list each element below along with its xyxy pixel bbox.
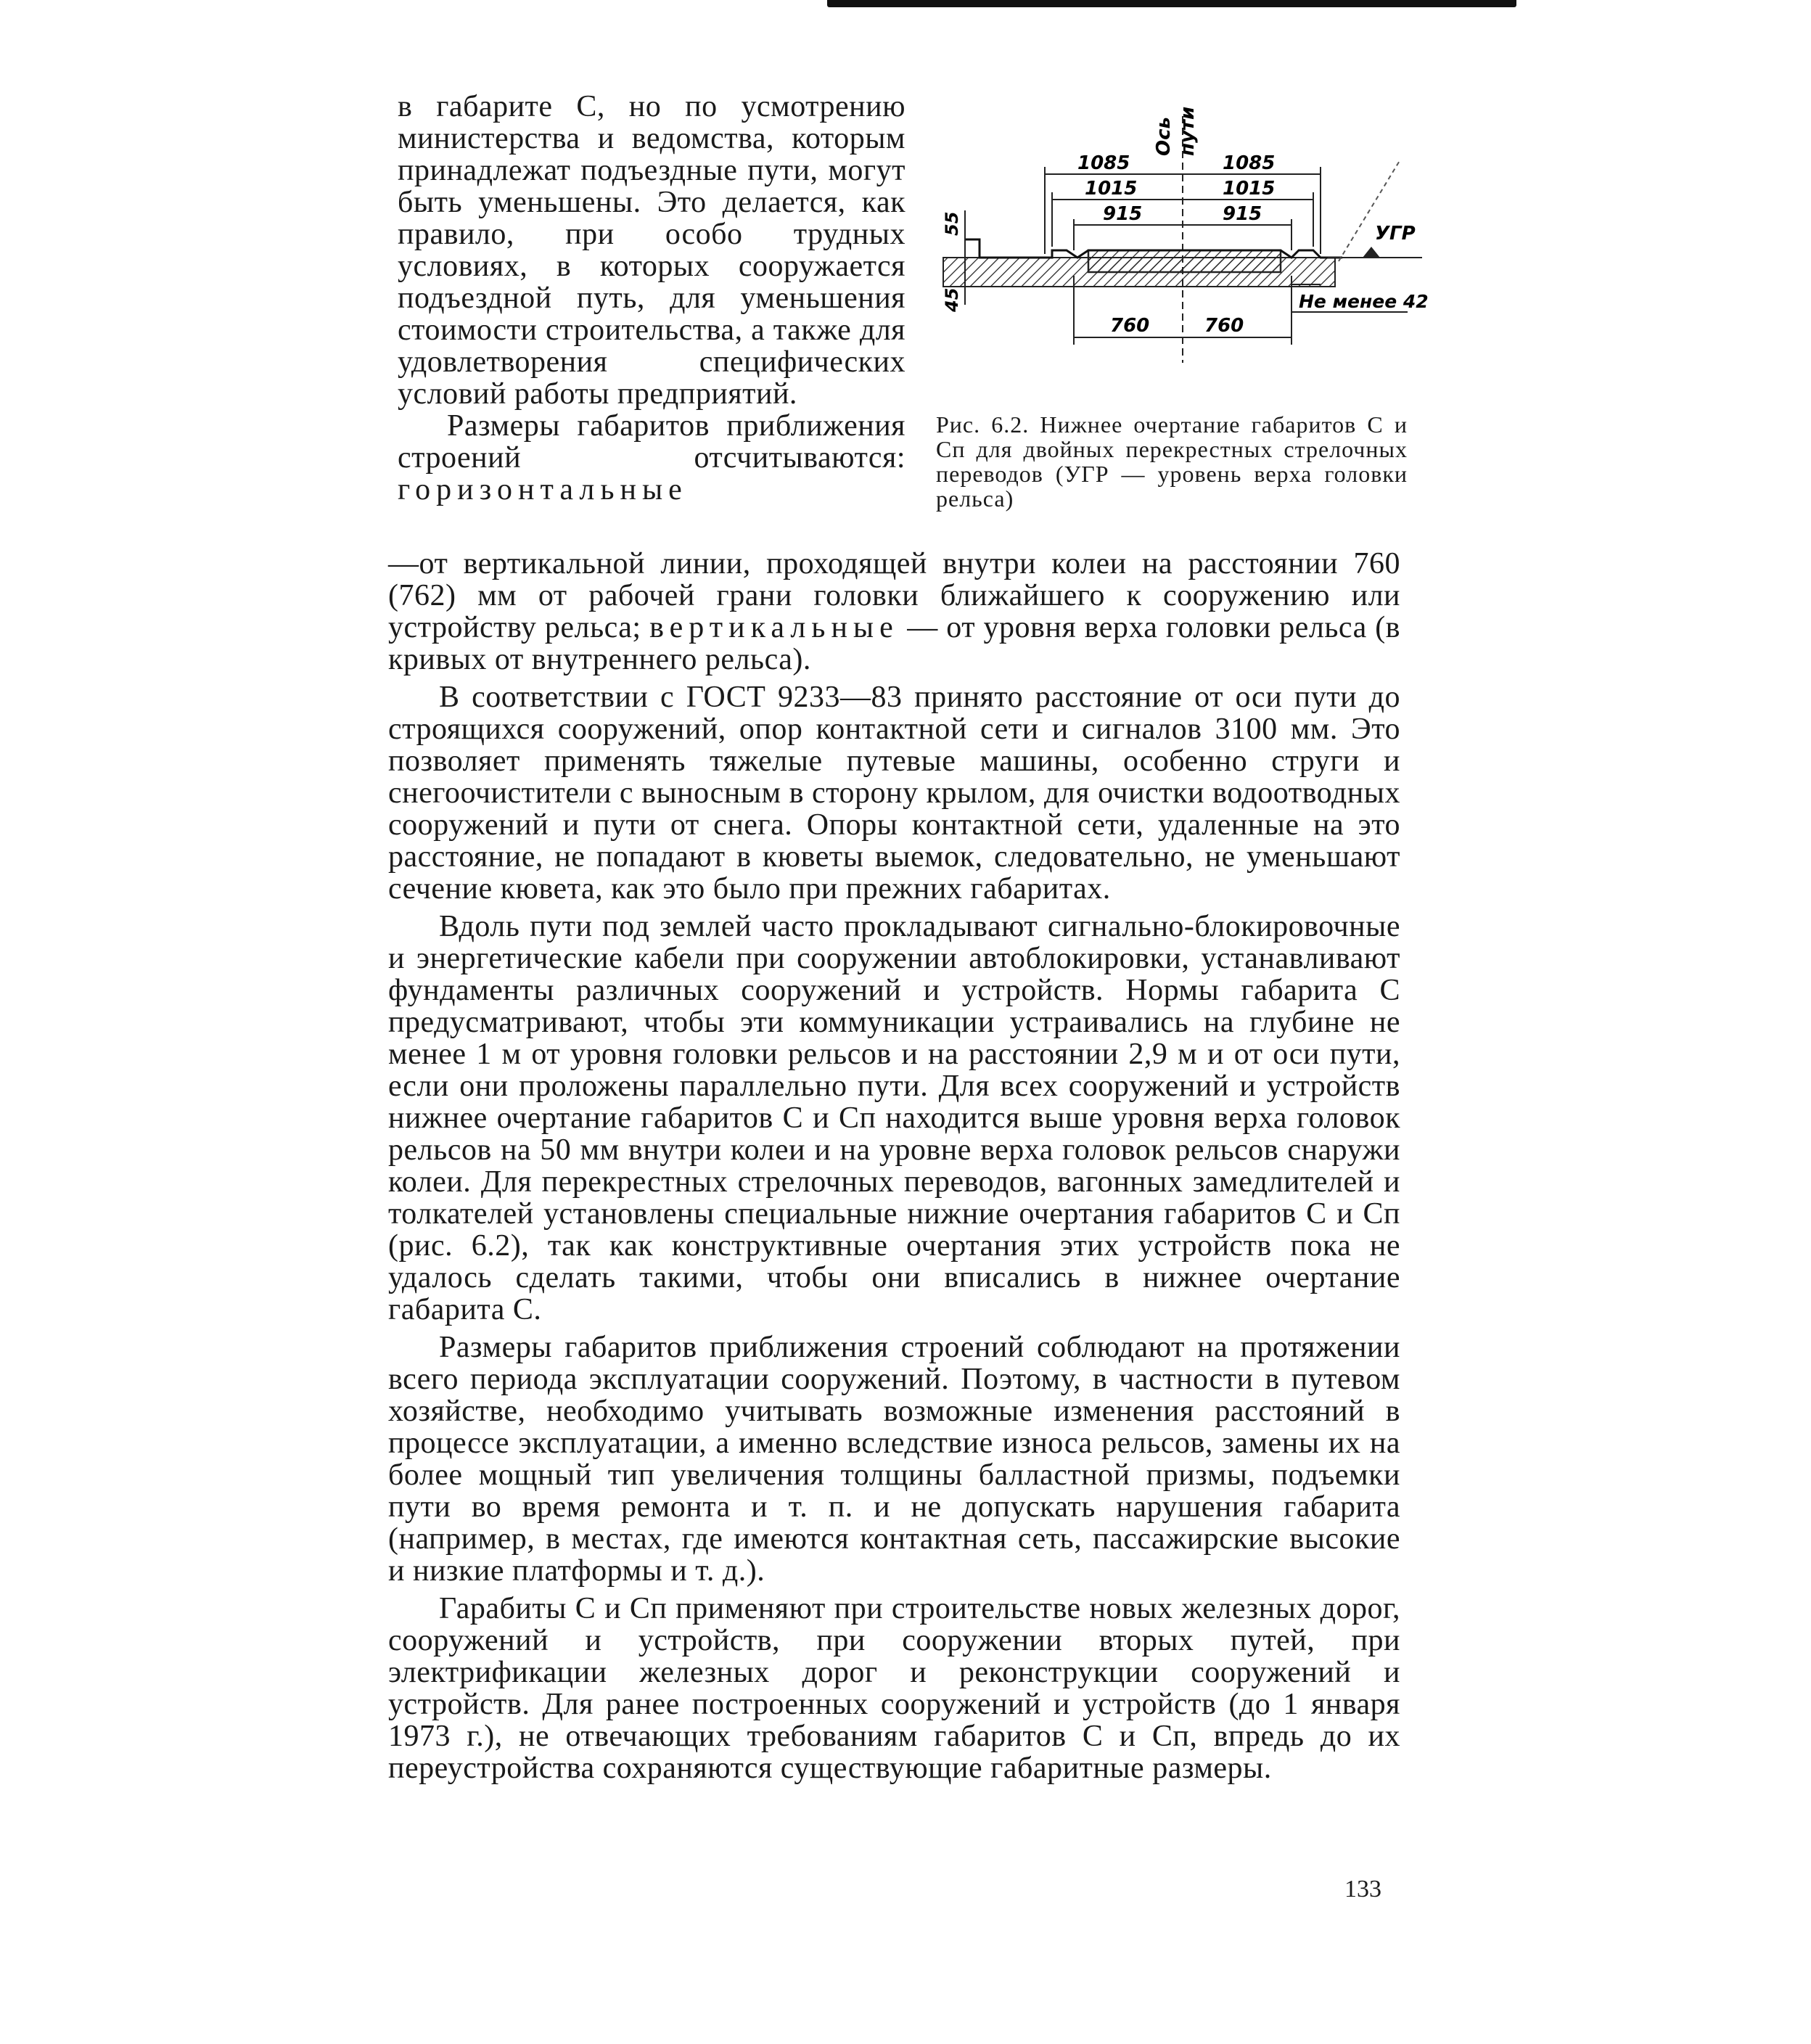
paragraph-gauge-reference-cont — [388, 548, 1400, 676]
term-vertical: вертикальные — [649, 611, 899, 644]
term-horizontal: горизонтальные — [398, 473, 688, 506]
ugr-arrow-icon — [1363, 247, 1380, 258]
scan-edge-bar — [827, 0, 1516, 7]
dim-915-left: 915 — [1103, 203, 1143, 225]
gauge-outline-diagram — [936, 94, 1429, 385]
center-hatch — [1088, 250, 1281, 272]
figure-6-2 — [936, 94, 1429, 385]
dim-760-left: 760 — [1110, 315, 1150, 337]
main-column — [388, 548, 1400, 1790]
dim-915-right: 915 — [1223, 203, 1262, 225]
dim-45: 45 — [942, 287, 962, 312]
paragraph-gost: В соответствии с ГОСТ 9233—83 принято расстояние от оси пути до строящихся сооружений, опор контактной сети и сигналов 3100 мм. Это позволяет применять тяжелые путевые машины, особенно струги и снегоочистители с выносным в сторону крылом, для очистки водоотводных сооружений и пути от снега. Опоры контактной сети, удаленные на это расстояние, не попадают в кюветы выемок, следовательно, не уменьшают сечение кювета, как это было при прежних габаритах. — [388, 681, 1400, 906]
axis-label-1: Ось — [1153, 117, 1175, 156]
paragraph-gauge-reference — [398, 410, 906, 506]
dim-1085-left: 1085 — [1077, 152, 1130, 174]
paragraph-operation: Размеры габаритов приближения строений соблюдают на протяжении всего периода эксплуатации сооружений. Поэтому, в частности в путевом хозяйстве, необходимо учитывать возможные изменения расстояний в процессе эксплуатации, а именно вследствие износа рельсов, замены их на более мощный тип увеличения толщины балластной призмы, подъемки пути во время ремонта и т. п. и не допускать нарушения габарита (например, в местах, где имеются контактная сеть, пассажирские высокие и низкие платформы и т. д.). — [388, 1331, 1400, 1588]
label-min-42: Не менее 42 — [1299, 291, 1429, 312]
paragraph-application: Гарабиты С и Сп применяют при строительстве новых железных дорог, сооружений и устройств, при сооружении вторых путей, при электрификации железных дорог и реконструкции сооружений и устройств. Для ранее построенных сооружений и устройств (до 1 января 1973 г.), не отвечающих требованиям габаритов С и Сп, впредь до их переустройства сохраняются существующие габаритные размеры. — [388, 1592, 1400, 1785]
axis-label-2: пути — [1177, 106, 1199, 156]
paragraph-gauge-reference-start: Размеры габаритов приближения строений отсчитываются: — [398, 409, 906, 475]
paragraph-cables: Вдоль пути под землей часто прокладывают сигнально-блокировочные и энергетические кабели при сооружении автоблокировки, устанавливают фундаменты различных сооружений и устройств. Нормы габарита С предусматривают, чтобы эти коммуникации устраивались на глубине не менее 1 м от уровня головки рельсов и на расстоянии 2,9 м и от оси пути, если они проложены параллельно пути. Для всех сооружений и устройств нижнее очертание габаритов С и Сп находится выше уровня верха головок рельсов на 50 мм внутри колеи и на уровне верха головок рельсов снаружи колеи. Для перекрестных стрелочных переводов, вагонных замедлителей и толкателей установлены специальные нижние очертания габаритов С и Сп (рис. 6.2), так как конструктивные очертания этих устройств пока не удалось сделать такими, чтобы они вписались в нижнее очертание габарита С. — [388, 910, 1400, 1326]
lead-column — [398, 91, 906, 506]
lead-paragraph: в габарите С, но по усмотрению министерства и ведомства, которым принадлежат подъездные пути, могут быть уменьшены. Это делается, как правило, при особо трудных условиях, в которых сооружается подъездной путь, для уменьшения стоимости строительства, а также для удовлетворения специфических условий работы предприятий. — [398, 90, 906, 411]
dim-1085-right: 1085 — [1223, 152, 1276, 174]
dim-760-right: 760 — [1204, 315, 1244, 337]
dim-55: 55 — [942, 211, 962, 236]
page-number: 133 — [1344, 1876, 1381, 1903]
figure-caption: Рис. 6.2. Нижнее очертание габаритов С и Сп для двойных перекрестных стрелочных переводов (УГР — уровень верха головки рельса) — [936, 411, 1408, 512]
label-ugr: УГР — [1375, 223, 1416, 245]
paragraph-gauge-reference-end: — от уровня верха головки рельса (в кривых от внутреннего рельса). — [388, 611, 1401, 676]
dim-1015-left: 1015 — [1085, 178, 1138, 200]
paragraph-gauge-reference-mid: —от вертикальной линии, проходящей внутри колеи на расстоянии 760 (762) мм от рабочей грани головки ближайшего к сооружению или устройству рельса; — [388, 547, 1400, 644]
dim-1015-right: 1015 — [1223, 178, 1276, 200]
